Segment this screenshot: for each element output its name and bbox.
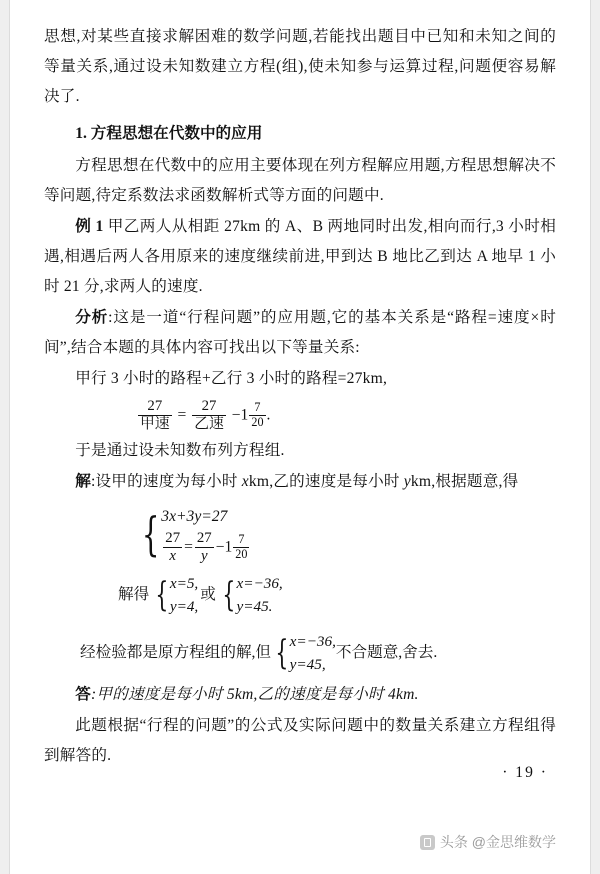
rejected-row-1: x=−36, — [289, 633, 336, 651]
solve-row — [44, 572, 556, 618]
variable-y: y — [403, 473, 411, 491]
solution-set-1-row-1: x=5, — [169, 575, 199, 593]
solution-set-2-row-1: x=−36, — [236, 575, 283, 593]
mixed-fraction: $\frac{7}{20}$ — [251, 400, 264, 429]
answer-text: :甲的速度是每小时 5km,乙的速度是每小时 4km. — [90, 686, 419, 704]
analysis-label: 分析 — [75, 309, 109, 326]
solution-set-2 — [218, 572, 283, 618]
variable-x: x — [241, 473, 249, 491]
answer-paragraph — [44, 680, 556, 710]
minus-one: −1 — [231, 406, 249, 424]
opening-paragraph: 思想,对某些直接求解困难的数学问题,若能找出题目中已知和未知之间的等量关系,通过设未知数建立方程(组),使未知参与运算过程,问题便容易解决了. — [44, 28, 556, 105]
system-minus-one: −1 — [215, 538, 233, 556]
analysis-text: :这是一道“行程问题”的应用题,它的基本关系是“路程=速度×时间”,结合本题的具体内容可找出以下等量关系: — [44, 309, 556, 356]
left-brace-icon-2: { — [155, 575, 169, 616]
equals-sign: = — [177, 406, 187, 424]
fraction-left: $\frac{27}{\text{甲速}}$ — [140, 398, 170, 432]
solve-or: 或 — [200, 586, 216, 604]
closing-paragraph: 此题根据“行程的问题”的公式及实际问题中的数量关系建立方程组得到解答的. — [44, 717, 556, 765]
relation-line: 甲行 3 小时的路程+乙行 3 小时的路程=27km, — [75, 370, 388, 387]
example-paragraph — [44, 212, 556, 302]
system-equals: = — [184, 538, 193, 556]
watermark — [420, 832, 556, 852]
toutiao-logo-icon — [420, 835, 435, 850]
solution-text-3: km,根据题意,得 — [410, 473, 519, 491]
left-brace-icon: { — [141, 506, 160, 561]
example-label: 例 1 — [75, 218, 104, 235]
section-intro: 方程思想在代数中的应用主要体现在列方程解应用题,方程思想解决不等问题,待定系数法求函数解析式等方面的问题中. — [44, 157, 556, 204]
analysis-paragraph — [44, 303, 556, 363]
answer-label: 答 — [75, 686, 91, 704]
rejected-row-2: y=45, — [289, 656, 326, 674]
system-row-1: 3x+3y=27 — [161, 508, 228, 526]
left-brace-icon-4: { — [275, 633, 289, 674]
check-row — [44, 630, 556, 676]
solution-set-2-row-2: y=45. — [236, 598, 273, 616]
fraction-right: $\frac{27}{\text{乙速}}$ — [194, 398, 224, 432]
page-right-edge — [590, 0, 600, 874]
equation-system — [161, 503, 250, 564]
system-mixed-fraction: $\frac{7}{20}$ — [235, 532, 248, 561]
solution-text-2: km,乙的速度是每小时 — [248, 473, 404, 491]
equation-system-block — [44, 503, 556, 564]
left-brace-icon-3: { — [222, 575, 236, 616]
relation-equation — [44, 398, 556, 432]
solution-label: 解 — [75, 473, 91, 491]
solution-set-1-row-2: y=4, — [169, 598, 199, 616]
rejected-solution-set — [271, 630, 336, 676]
system-row-2 — [161, 530, 250, 564]
system-fraction-right: $\frac{27}{y}$ — [196, 530, 212, 564]
solution-set-1 — [151, 572, 198, 618]
solution-text-1: :设甲的速度为每小时 — [90, 473, 242, 491]
equation-period: . — [266, 406, 271, 424]
page-number: · 19 · — [502, 764, 548, 781]
solution-paragraph — [44, 467, 556, 497]
watermark-text: 头条 @金思维数学 — [439, 834, 556, 850]
example-text: 甲乙两人从相距 27km 的 A、B 两地同时出发,相向而行,3 小时相遇,相遇后两人各用原来的速度继续前进,甲到达 B 地比乙到达 A 地早 1 小时 21 分,求两人的速度. — [44, 218, 557, 295]
solve-label: 解得 — [118, 586, 150, 604]
section-heading: 1. 方程思想在代数中的应用 — [75, 125, 263, 142]
conclusion-line: 于是通过设未知数布列方程组. — [75, 442, 285, 460]
check-text-1: 经检验都是原方程组的解,但 — [80, 644, 272, 662]
check-text-2: 不合题意,舍去. — [335, 644, 438, 662]
system-fraction-left: $\frac{27}{x}$ — [165, 530, 181, 564]
page-left-edge — [0, 0, 10, 874]
